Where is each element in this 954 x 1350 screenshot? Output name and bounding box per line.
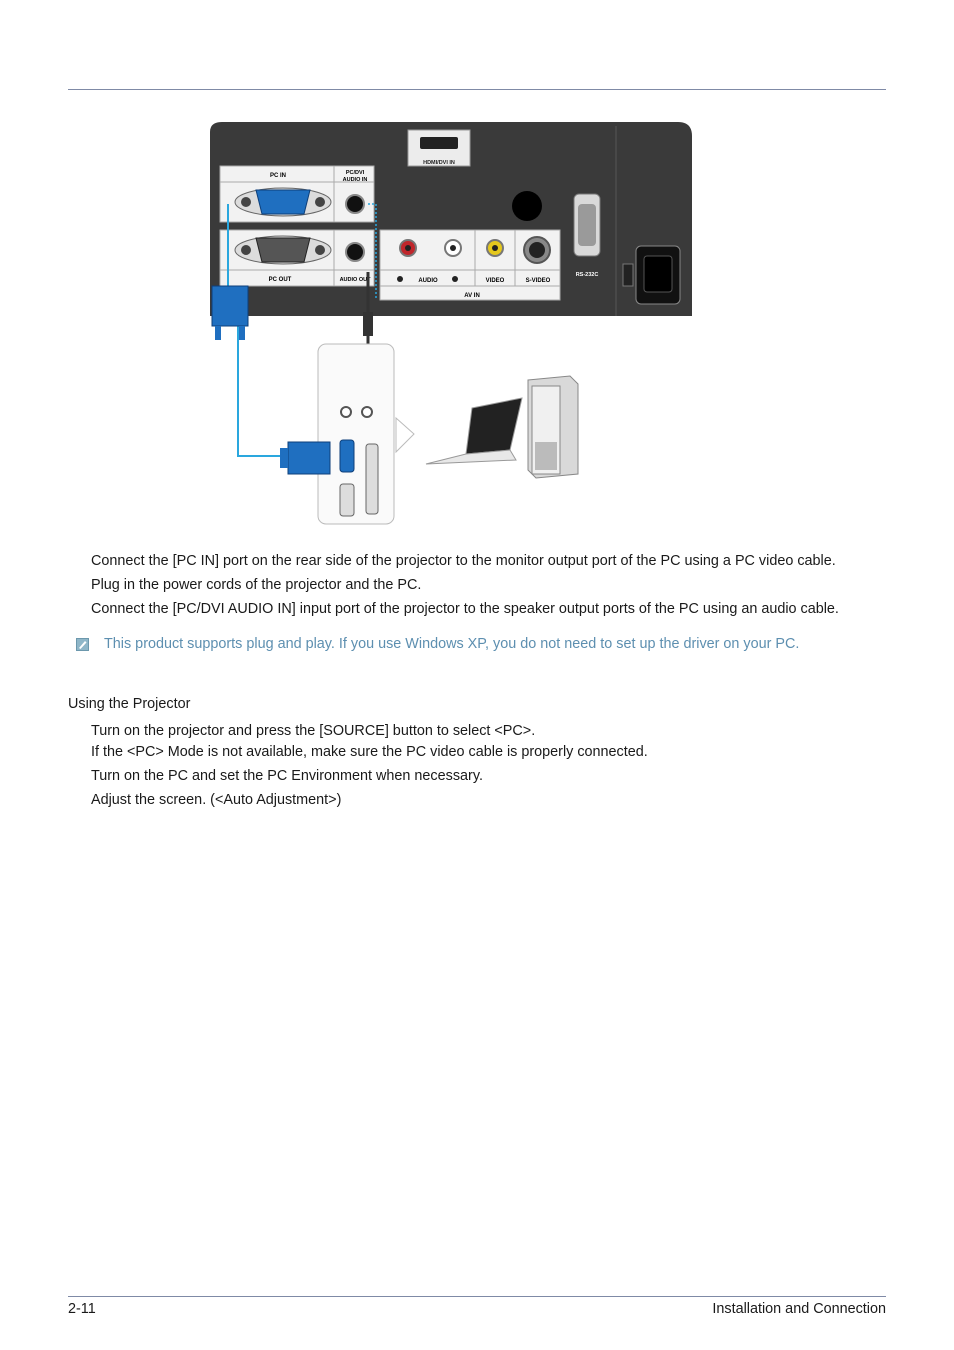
step-3: Connect the [PC/DVI AUDIO IN] input port of the projector to the speaker output ports of the PC using an audio cable. (91, 601, 839, 617)
note-icon (76, 638, 89, 651)
audio-in-label-1: PC/DVI (345, 170, 365, 176)
pc-out-label: PC OUT (268, 277, 292, 283)
rs232c-port (574, 194, 600, 256)
video-label: VIDEO (485, 278, 505, 284)
audio-in-port (346, 195, 364, 213)
audio-out-port (346, 243, 364, 261)
connection-diagram (210, 122, 692, 528)
round-port (512, 191, 542, 221)
s-video-label: S-VIDEO (525, 278, 551, 284)
audio-out-label: AUDIO OUT (339, 277, 371, 283)
section-heading: Using the Projector (68, 696, 191, 712)
vga-connector-pc (280, 442, 330, 474)
hdmi-label: HDMI/DVI IN (423, 160, 455, 166)
step-1: Connect the [PC IN] port on the rear side of the projector to the monitor output port of the PC using a PC video cable. (91, 553, 836, 569)
pc-in-port (235, 188, 331, 216)
using-step-1-note: If the <PC> Mode is not available, make sure the PC video cable is properly connected. (91, 744, 648, 760)
footer-rule (68, 1296, 886, 1297)
av-in-label: AV IN (464, 293, 480, 299)
page-number: 2-11 (68, 1301, 96, 1317)
pc-in-label: PC IN (269, 173, 287, 179)
using-step-3: Adjust the screen. (<Auto Adjustment>) (91, 792, 342, 808)
desktop-tower-image (528, 376, 578, 478)
vga-connector-top (212, 286, 248, 340)
laptop-image (426, 398, 522, 464)
using-step-1: Turn on the projector and press the [SOURCE] button to select <PC>. (91, 723, 536, 739)
audio-in-label-2: AUDIO IN (342, 177, 368, 183)
audio-label: AUDIO (418, 278, 438, 284)
plug-and-play-note: This product supports plug and play. If you use Windows XP, you do not need to set up the driver on your PC. (104, 636, 800, 652)
pc-back-panel (318, 344, 394, 524)
using-step-2: Turn on the PC and set the PC Environment when necessary. (91, 768, 483, 784)
footer-section: Installation and Connection (712, 1301, 886, 1317)
hdmi-port (408, 130, 470, 166)
step-2: Plug in the power cords of the projector and the PC. (91, 577, 422, 593)
rs232c-label: RS-232C (575, 272, 599, 278)
header-rule (68, 89, 886, 90)
pc-out-port (235, 236, 331, 264)
